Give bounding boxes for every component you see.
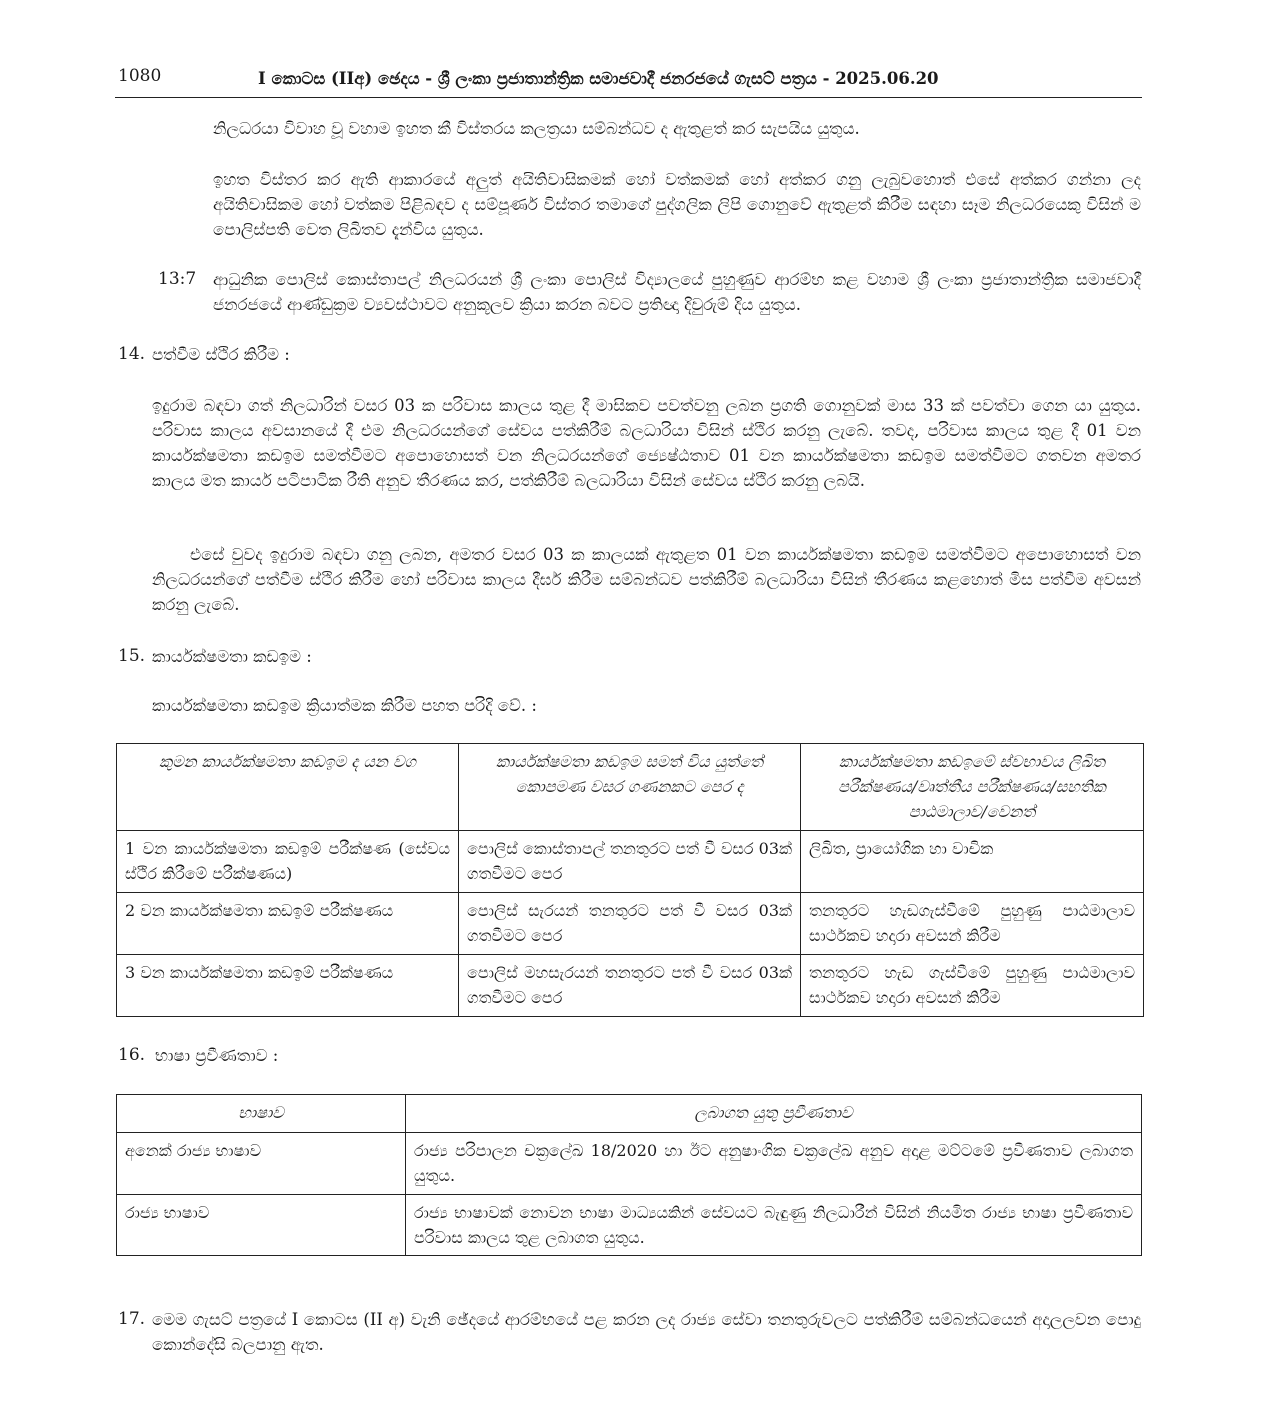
section-number-15: 15. [118, 646, 146, 666]
section-16-heading: භාෂා ප්‍රවීණතාව : [155, 1046, 279, 1065]
table-header-cell: කාර්යක්ෂමතා කඩඉමේ ස්වභාවය ලිඛිත පරීක්ෂණය/වෘත්තීය පරීක්ෂණය/සහතික පාඨමාලාව/වෙනත් [801, 744, 1144, 831]
table-row [117, 1195, 1142, 1256]
section-number-14: 14. [118, 344, 146, 364]
section-15-intro: කාර්යක්ෂමතා කඩඉම ක්‍රියාත්මක කිරීම පහත පරිදි වේ. : [152, 696, 537, 715]
table-header-cell: කුමන කාර්යක්ෂමතා කඩඉම ද යන වග [117, 744, 459, 831]
language-proficiency-table [116, 1094, 1142, 1256]
table-row [117, 831, 1144, 893]
table-header-row [117, 1095, 1142, 1133]
clause-number-13-7: 13:7 [158, 269, 197, 289]
table-cell: රාජ්‍ය භාෂාවක් නොවන භාෂා මාධ්‍යයකින් සේවයට බැඳුණු නිලධාරීන් විසින් නියමිත රාජ්‍ය භාෂා ප්‍රවීණතාව පරිවාස කාලය තුළ ලබාගත යුතුය. [406, 1195, 1142, 1256]
section-number-17: 17. [118, 1309, 146, 1329]
section-14-paragraph-1: ඉදුරාම බඳවා ගත් නිලධාරින් වසර 03 ක පරිවාස කාලය තුළ දී මාසිකව පවත්වනු ලබන ප්‍රගති ගොනුවක් මාස 33 ක් පවත්වා ගෙන යා යුතුය. පරිවාස කාලය අවසානයේ දී එම නිලධරයන්ගේ සේවය පත්කිරීම් බලධාරියා විසින් ස්ථිර කරනු ලැබේ. තවද, පරිවාස කාලය තුළ දී 01 වන කාර්යක්ෂමතා කඩඉම සමත්වීමට අපොහොසත් වන නිලධරයන්ගේ ජ්‍යෙෂ්ඨතාව 01 වන කාර්යක්ෂමතා කඩඉම සමත්වීමට ගතවන අමතර කාලය මත කාර්ය පටිපාටික රීති අනුව තීරණය කර, පත්කිරීම් බලධාරියා විසින් සේවය ස්ථිර කරනු ලබයි. [152, 396, 1141, 490]
intro-paragraph-2: ඉහත විස්තර කර ඇති ආකාරයේ අලුත් අයිතිවාසිකමක් හෝ වත්කමක් හෝ අත්කර ගනු ලැබුවහොත් එසේ අත්කර ගන්නා ලද අයිතිවාසිකම හෝ වත්කම පිළිබඳව ද සම්පූර්ණ විස්තර තමාගේ පුද්ගලික ලිපි ගොනුවේ ඇතුළත් කිරීම සඳහා සෑම නිලධරයෙකු විසින් ම පොලිස්පති වෙත ලිඛිතව දැන්විය යුතුය. [213, 170, 1141, 239]
table-header-cell: ලබාගත යුතු ප්‍රවීණතාව [406, 1095, 1142, 1133]
table-cell: අනෙක් රාජ්‍ය භාෂාව [117, 1133, 406, 1195]
section-17-text: මෙම ගැසට් පත්‍රයේ I කොටස (II අ) වැනි ඡේදයේ ආරම්භයේ පළ කරන ලද රාජ්‍ය සේවා තනතුරුවලට පත්කිරීම් සම්බන්ධයෙන් අදාලලවන පොදු කොන්දේසි බලපානු ඇත. [152, 1310, 1141, 1354]
table-cell: 1 වන කාර්යක්ෂමතා කඩඉම් පරීක්ෂණ (සේවය ස්ථිර කිරීමේ පරීක්ෂණය) [117, 831, 459, 893]
section-number-16: 16. [118, 1045, 146, 1065]
clause-13-7-text: ආධුනික පොලිස් කොස්තාපල් නිලධරයන් ශ්‍රී ලංකා පොලිස් විද්‍යාලයේ පුහුණුව ආරම්භ කළ වහාම ශ්‍රී ලංකා ප්‍රජාතාන්ත්‍රික සමාජවාදී ජනරජයේ ආණ්ඩුක්‍රම ව්‍යවස්ථාවට අනුකූලව ක්‍රියා කරන බවට ප්‍රතිඥා දිවුරුම් දිය යුතුය. [213, 270, 1141, 314]
table-cell: 2 වන කාර්යක්ෂමතා කඩඉම් පරීක්ෂණය [117, 893, 459, 955]
table-cell: පොලිස් සැරයන් තනතුරට පත් වී වසර 03ක් ගතවීමට පෙර [459, 893, 801, 955]
table-header-cell: කාර්යක්ෂමතා කඩඉම සමත් විය යුත්තේ කොපමණ වසර ගණනකට පෙර ද [459, 744, 801, 831]
table-header-cell: භාෂාව [117, 1095, 406, 1133]
table-cell: පොලිස් මහසැරයන් තනතුරට පත් වී වසර 03ක් ගතවීමට පෙර [459, 955, 801, 1017]
table-row [117, 1133, 1142, 1195]
table-cell: පොලිස් කොස්තාපල් තනතුරට පත් වී වසර 03ක් ගතවීමට පෙර [459, 831, 801, 893]
section-14-paragraph-2: එසේ වුවද ඉදුරාම බඳවා ගනු ලබන, අමතර වසර 03 ක කාලයක් ඇතුළත 01 වන කාර්යක්ෂමතා කඩඉම සමත්වීමට අපොහොසත් වන නිලධරයන්ගේ පත්වීම ස්ථිර කිරීම හෝ පරිවාස කාලය දීර්ඝ කිරීම සම්බන්ධව පත්කිරීම් බලධාරියා විසින් තීරණය කළහොත් මිස පත්වීම අවසන් කරනු ලැබේ. [152, 545, 1141, 614]
page-number: 1080 [118, 66, 162, 86]
table-cell: ලිඛිත, ප්‍රායෝගික හා වාචික [801, 831, 1144, 893]
table-row [117, 893, 1144, 955]
intro-paragraph-1: නිලධරයා විවාහ වූ වහාම ඉහත කී විස්තරය කලත්‍රයා සම්බන්ධව ද ඇතුළත් කර සැපයිය යුතුය. [213, 119, 860, 138]
table-cell: තනතුරට හැඩගැස්වීමේ පුහුණු පාඨමාලාව සාර්ථකව හදාරා අවසන් කිරීම [801, 893, 1144, 955]
table-cell: තනතුරට හැඩ ගැස්වීමේ පුහුණු පාඨමාලාව සාර්ථකව හදාරා අවසන් කිරීම [801, 955, 1144, 1017]
table-cell: රාජ්‍ය භාෂාව [117, 1195, 406, 1256]
efficiency-bar-table [116, 743, 1144, 1017]
table-cell: රාජ්‍ය පරිපාලන චක්‍රලේඛ 18/2020 හා ඊට අනුෂාංගික චක්‍රලේඛ අනුව අදාළ මට්ටමේ ප්‍රවීණතාව ලබාගත යුතුය. [406, 1133, 1142, 1195]
header-divider [115, 97, 1142, 98]
table-cell: 3 වන කාර්යක්ෂමතා කඩඉම් පරීක්ෂණය [117, 955, 459, 1017]
table-header-row [117, 744, 1144, 831]
table-row [117, 955, 1144, 1017]
section-14-heading: පත්වීම ස්ථිර කිරීම : [152, 345, 290, 364]
gazette-header-title: I කොටස (IIඅ) ඡෙදය - ශ්‍රී ලංකා ප්‍රජාතාන්ත්‍රික සමාජවාදී ජනරජයේ ගැසට් පත්‍රය - 2025.06.20 [258, 69, 939, 88]
section-15-heading: කාර්යක්ෂමතා කඩඉම : [152, 647, 312, 666]
